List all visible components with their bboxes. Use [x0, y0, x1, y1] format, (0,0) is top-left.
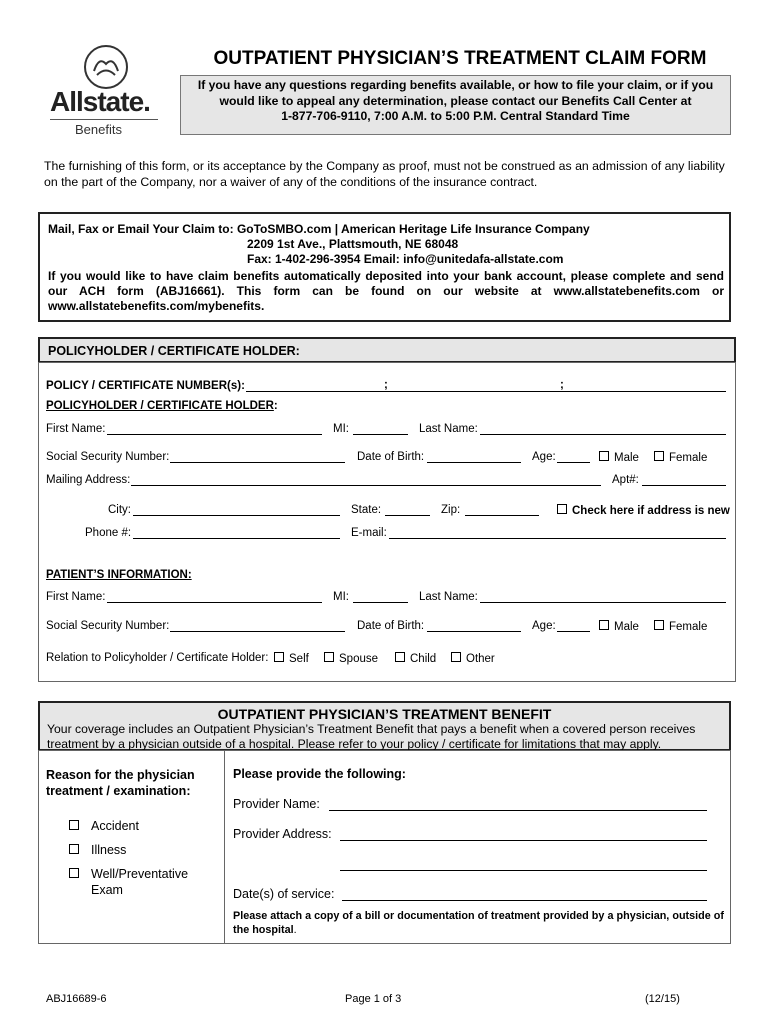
checkbox-icon [69, 844, 79, 854]
male-checkbox[interactable]: Male [599, 451, 639, 464]
form-code: ABJ16689-6 [46, 993, 107, 1005]
email-label: E-mail: [351, 527, 387, 539]
checkbox-icon [451, 652, 461, 662]
dob-label: Date of Birth: [357, 451, 425, 463]
column-divider [224, 751, 225, 943]
mail-fax-email: Fax: 1-402-296-3954 Email: info@unitedafa-allstate.com [247, 252, 564, 266]
benefit-title: OUTPATIENT PHYSICIAN’S TREATMENT BENEFIT [217, 706, 552, 722]
mail-label: Mail, Fax or Email Your Claim to: GoToSMBO.com | American Heritage Life Insurance Company [48, 222, 590, 236]
reason-label: Reason for the physician treatment / examination: [46, 768, 195, 798]
disclaimer-text: The furnishing of this form, or its acceptance by the Company as proof, must not be construed as an admission of any liability on the part of the Company, nor a waiver of any of the conditions of the insurance contract. [44, 159, 725, 189]
patient-info-heading: PATIENT’S INFORMATION: [46, 569, 192, 581]
age-label: Age: [532, 451, 556, 463]
zip-label: Zip: [441, 504, 461, 516]
patient-first-name-label: First Name: [46, 591, 106, 603]
mail-address-line1: GoToSMBO.com | American Heritage Life Insurance Company [236, 222, 590, 236]
patient-age-input[interactable] [557, 631, 590, 632]
apt-input[interactable] [642, 485, 726, 486]
checkbox-icon [654, 620, 664, 630]
relation-other-checkbox[interactable]: Other [451, 652, 495, 665]
attach-instructions: Please attach a copy of a bill or documentation of treatment provided by a physician, outside of the hospital. [233, 910, 724, 936]
provider-name-input[interactable] [329, 810, 707, 811]
call-center-line: 1-877-706-9110, 7:00 A.M. to 5:00 P.M. Central Standard Time [281, 109, 630, 123]
patient-last-name-input[interactable] [480, 602, 726, 603]
policy-number-label: POLICY / CERTIFICATE NUMBER(s): [46, 380, 245, 392]
mailing-address-label: Mailing Address: [46, 474, 131, 486]
mi-input[interactable] [353, 434, 408, 435]
address-new-checkbox[interactable]: Check here if address is new [557, 504, 730, 517]
relation-child-checkbox[interactable]: Child [395, 652, 436, 665]
mail-instructions-box [38, 212, 731, 322]
well-preventative-exam-label: Exam [91, 883, 123, 897]
patient-last-name-label: Last Name: [419, 591, 478, 603]
policyholder-section-header: POLICYHOLDER / CERTIFICATE HOLDER: [38, 337, 736, 363]
policy-number-separator: ; [560, 379, 564, 391]
female-checkbox[interactable]: Female [654, 451, 707, 464]
age-input[interactable] [557, 462, 590, 463]
checkbox-icon [654, 451, 664, 461]
policy-number-input[interactable] [246, 391, 726, 392]
provide-heading: Please provide the following: [233, 767, 406, 781]
benefit-section-header [38, 701, 731, 751]
checkbox-icon [274, 652, 284, 662]
benefit-description: Your coverage includes an Outpatient Physician’s Treatment Benefit that pays a benefit when a covered person receives treatment by a physician outside of a hospital. Please refer to your policy / certificate for limitations that may apply. [47, 722, 696, 751]
patient-male-checkbox[interactable]: Male [599, 620, 639, 633]
page-number: Page 1 of 3 [345, 993, 402, 1005]
provider-address-input-2[interactable] [340, 870, 707, 871]
call-center-line: would like to appeal any determination, please contact our Benefits Call Center at [219, 93, 692, 108]
checkbox-icon [599, 451, 609, 461]
first-name-input[interactable] [107, 434, 322, 435]
logo-sub: Benefits [75, 122, 122, 137]
provider-name-label: Provider Name: [233, 797, 320, 811]
checkbox-icon [395, 652, 405, 662]
accident-checkbox[interactable]: Accident [69, 819, 139, 833]
checkbox-icon [69, 820, 79, 830]
call-center-line: If you have any questions regarding benefits available, or how to file your claim, or if you [197, 78, 714, 92]
last-name-label: Last Name: [419, 423, 478, 435]
ssn-input[interactable] [170, 462, 345, 463]
dob-input[interactable] [427, 462, 521, 463]
ach-instructions: If you would like to have claim benefits automatically deposited into your bank account, please complete and send our ACH form (ABJ16661). This form can be found on our website at www.allstatebenefits.com or www.allstatebenefits.com/mybenefits. [48, 269, 724, 313]
policyholder-subheading: POLICYHOLDER / CERTIFICATE HOLDER: [46, 400, 278, 412]
mail-address-line2: 2209 1st Ave., Plattsmouth, NE 68048 [247, 237, 459, 251]
checkbox-icon [557, 504, 567, 514]
provider-address-label: Provider Address: [233, 827, 332, 841]
phone-input[interactable] [133, 538, 340, 539]
logo-wordmark: Allstate. [50, 86, 150, 117]
ssn-label: Social Security Number: [46, 451, 170, 463]
mi-label: MI: [333, 423, 349, 435]
relation-self-checkbox[interactable]: Self [274, 652, 309, 665]
checkbox-icon [599, 620, 609, 630]
apt-label: Apt#: [612, 474, 639, 486]
city-input[interactable] [133, 515, 340, 516]
illness-checkbox[interactable]: Illness [69, 843, 126, 857]
phone-label: Phone #: [85, 527, 132, 539]
patient-dob-label: Date of Birth: [357, 620, 425, 632]
state-input[interactable] [385, 515, 430, 516]
patient-dob-input[interactable] [427, 631, 521, 632]
form-title: OUTPATIENT PHYSICIAN’S TREATMENT CLAIM FORM [213, 48, 707, 69]
patient-age-label: Age: [532, 620, 556, 632]
mailing-address-input[interactable] [131, 485, 601, 486]
first-name-label: First Name: [46, 423, 106, 435]
policy-number-separator: ; [384, 379, 388, 391]
zip-input[interactable] [465, 515, 539, 516]
form-date: (12/15) [645, 993, 680, 1005]
patient-first-name-input[interactable] [107, 602, 322, 603]
provider-address-input[interactable] [340, 840, 707, 841]
allstate-logo [45, 44, 165, 140]
patient-mi-input[interactable] [353, 602, 408, 603]
dates-of-service-input[interactable] [342, 900, 707, 901]
well-preventative-checkbox[interactable]: Well/Preventative [69, 867, 188, 881]
last-name-input[interactable] [480, 434, 726, 435]
patient-ssn-label: Social Security Number: [46, 620, 170, 632]
patient-ssn-input[interactable] [170, 631, 345, 632]
logo-divider [50, 119, 158, 120]
relation-spouse-checkbox[interactable]: Spouse [324, 652, 378, 665]
patient-female-checkbox[interactable]: Female [654, 620, 707, 633]
checkbox-icon [69, 868, 79, 878]
relation-label: Relation to Policyholder / Certificate Holder: [46, 652, 269, 664]
email-input[interactable] [389, 538, 726, 539]
call-center-box [180, 75, 731, 135]
dates-of-service-label: Date(s) of service: [233, 887, 335, 901]
city-label: City: [108, 504, 131, 516]
checkbox-icon [324, 652, 334, 662]
hands-icon [83, 44, 129, 90]
patient-mi-label: MI: [333, 591, 349, 603]
state-label: State: [351, 504, 382, 516]
